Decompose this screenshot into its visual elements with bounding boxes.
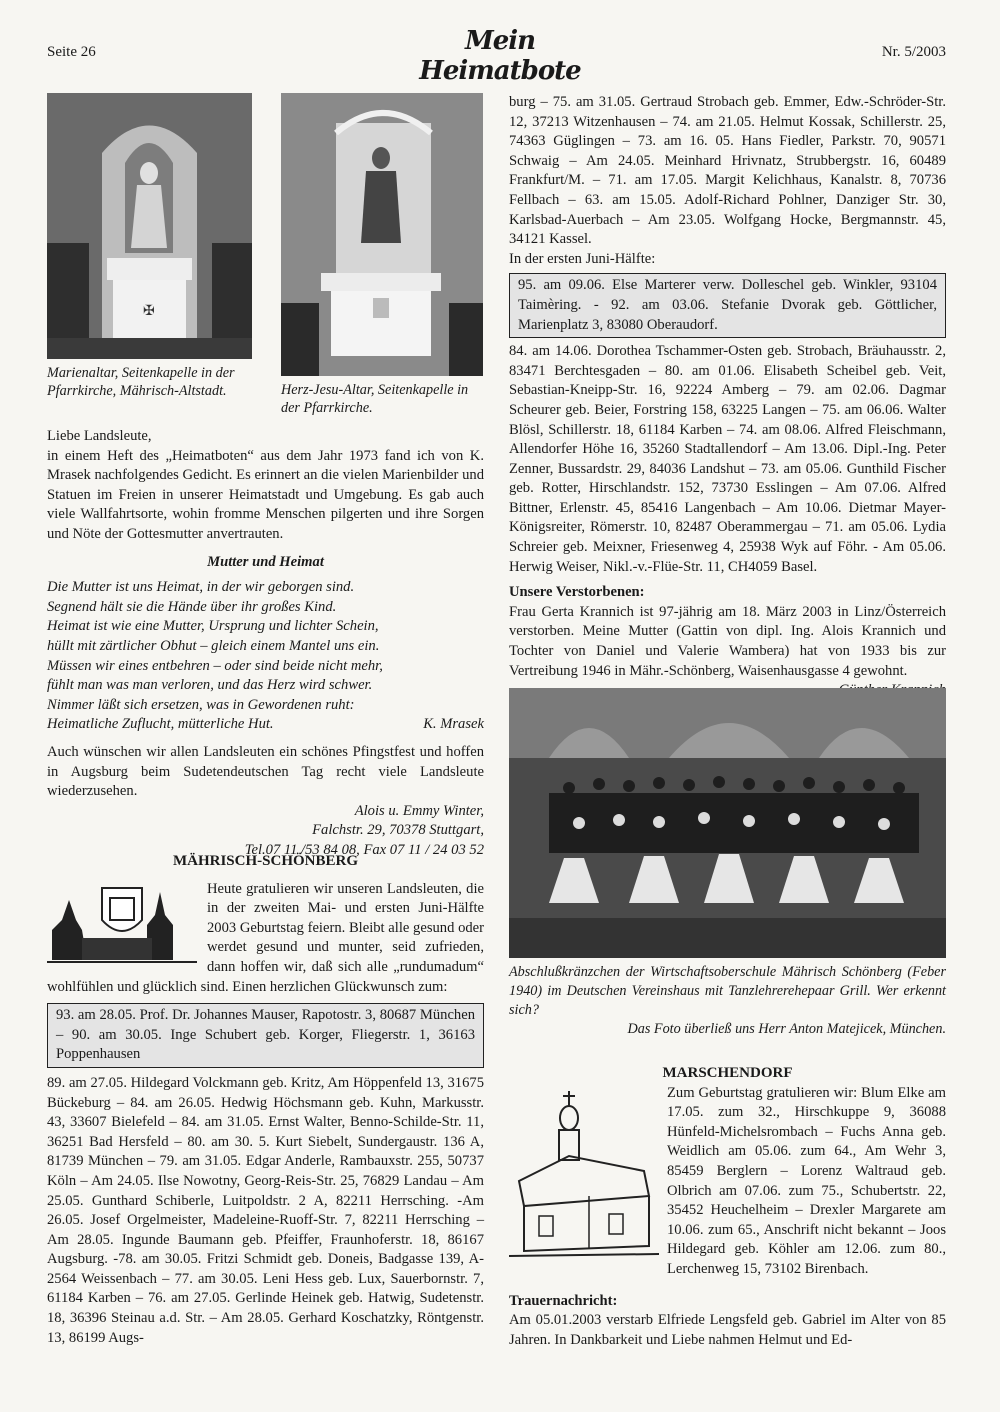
marienaltar-photo [47,93,252,359]
herz-jesu-illustration [281,93,483,376]
poem-line: Die Mutter ist uns Heimat, in der wir geborgen sind. [47,579,355,596]
svg-text:✠: ✠ [143,303,155,319]
mourning-heading: Trauernachricht: [509,1292,618,1309]
marschendorf-section [509,1064,946,1350]
herz-jesu-photo [281,93,483,376]
deceased-text: Frau Gerta Krannich ist 97-jährig am 18. März 2003 in Linz/Österreich verstorben. Meine Mutter (Gattin von dipl. Ing. Alois Krannich und Tochter von Daniel und Valerie Wambera) hat von 1933 bis zur Vertreibung 1946 in Mähr.-Schönberg, Waisenhausgasse 4 gewohnt. [509,603,946,679]
marschendorf-heading: MARSCHENDORF [662,1065,793,1081]
issue-number: Nr. 5/2003 [881,44,946,60]
ms-birthday-list-a: 89. am 27.05. Hildegard Volckmann geb. Kritz, Am Höppenfeld 13, 31675 Bückeburg – 84. am 26.05. Hedwig Höchsmann geb. Kuhn, Markusstr. 43, 33607 Bielefeld – 84. am 31.05. Ernst Walter, Benno-Schilde-Str. 11, 36251 Bad Hersfeld – 80. am 30. 5. Kurt Siebelt, Sundergaustr. 136 A, 81739 München – 79. am 31.05. Edgar Anderle, Rambauxstr. 255, 50737 Köln – Am 24.05. Ilse Nowotny, Georg-Reis-Str. 25, 76829 Landau – Am 25.05. Gunthard Schiberle, Luitpoldstr. 2 A, 82211 Herrsching. -Am 26.05. Josef Orgelmeister, Madeleine-Ruoff-Str. 7, 82211 Herrsching – Am 28.05. Ingunde Baumann geb. Pfeiffer, Fraunhoferstr. 18, 86167 Augsburg. -78. am 30.05. Fritzi Schmidt geb. Doneis, Badgasse 139, A-2564 Weissenbach – 77. am 30.05. Leni Hess geb. Lux, Sauerbornstr. 7, 61184 Karben – 76. am 27.05. Gerlinde Heinek geb. Hatwig, Sudetenstr. 18, 36396 Steinau a.d. Str. – Am 28.05. Gerhard Koschatzky, Röntgenstr. 13, 86199 Augs- [47,1074,484,1346]
poem-author: K. Mrasek [423,716,484,733]
poem-line: Heimat ist wie eine Mutter, Ursprung und lichter Schein, [47,618,379,635]
marienaltar-caption: Marienaltar, Seitenkapelle in der Pfarrkirche, Mährisch-Altstadt. [47,365,235,399]
intro-text: in einem Heft des „Heimatboten“ aus dem Jahr 1973 fand ich von K. Mrasek nachfolgendes Gedicht. Es erinnert an die vielen Marienbilder und Statuen im Freien in unserer Heimatstadt und Umgebung. Es gab auch viele Wallfahrtsorte, wohin fromme Menschen pilgerten und ihre Sorgen und Nöte der Gottesmutter anvertrauten. [47,447,484,542]
marschendorf-text: Zum Geburtstag gratulieren wir: Blum Elke am 17.05. zum 32., Hirschkuppe 9, 36088 Hünfeld-Michelsrombach – Fuchs Anna geb. Weidlich am 05.06. zum 64., Am Wehr 3, 85459 Berglern – Lorenz Waltraud geb. Olbrich am 07.06. zum 75., Schubertstr. 22, 35452 Heuchelheim – Drexler Margarete am 10.06. zum 65., Anschrift nicht bekannt – Joos Hildegard geb. Köhler am 12.06. zum 80., Lerchenweg 15, 73102 Birenbach. [667,1084,946,1277]
poem-line: fühlt man was man verloren, und das Herz wird schwer. [47,677,373,694]
ms-birthday-list-c: 84. am 14.06. Dorothea Tschammer-Osten geb. Strobach, Bräuhausstr. 2, 83471 Berchtesgaden – 80. am 01.06. Elisabeth Scheibel geb. Veit, Sebastian-Kneipp-Str. 16, 92224 Amberg – 79. am 02.06. Dagmar Scheurer geb. Beier, Forstring 158, 63225 Langen – 75. am 06.06. Walter Blösl, Schillerstr. 18, 61184 Karben – 74. am 08.06. Alfred Fleischmann, Allendorfer Höhe 16, 35260 Stadtallendorf – Am 13.06. Dipl.-Ing. Peter Zenner, Bussardstr. 29, 84036 Landshut – 73. am 05.06. Gunthild Fischer geb. Rotter, Hirschlandstr. 152, 73730 Esslingen – Am 07.06. Alfred Bittner, Erlenstr. 45, 85416 Langenbach – Am 10.06. Dietmar Mayer-Königsreiter, Römerstr. 10, 82487 Oberammergau – 71. am 05.06. Lydia Schreier geb. Meixner, Friesenweg 4, 25938 Wyk auf Föhr. - Am 05.06. Herwig Weiser, Nikl.-v.-Flüe-Str. 11, CH4059 Basel. [509,343,946,575]
june-intro: In der ersten Juni-Hälfte: [509,250,656,267]
group-photo-illustration [509,688,946,958]
deceased-heading: Unsere Verstorbenen: [509,584,645,601]
poem-line: hüllt mit zärtlicher Obhut – gleich einem Mantel uns ein. [47,637,380,654]
wishes-signature-name: Alois u. Emmy Winter, [354,802,484,819]
wishes-signature-phone: Tel.07 11 /53 84 08, Fax 07 11 / 24 03 52 [244,841,484,858]
group-photo [509,688,946,958]
ms-intro-text: Heute gratulieren wir unseren Landsleuten, die in der zweiten Mai- und ersten Juni-Hälfte 2003 Geburtstag feiern. Bleibt alle gesund oder werdet gesund und munter, seid zufrieden, dann hoffen wir, daß sich alle „rundumadum“ wohlfühlen und glücklich sind. Einen herzlichen Glückwunsch zum: [47,880,484,995]
wishes-text: Auch wünschen wir allen Landsleuten ein schönes Pfingstfest und hoffen in Augsburg beim Sudetendeutschen Tag recht viele Landsleute wiederzusehen. [47,743,484,800]
poem-line: Nimmer läßt sich ersetzen, was in Gewordenen ruht: [47,696,355,713]
poem-body [47,578,484,735]
ms-intro-block [47,880,484,998]
ms-birthday-list-b: burg – 75. am 31.05. Gertraud Strobach geb. Emmer, Edw.-Schröder-Str. 12, 37213 Witzenhausen – 74. am 21.05. Helmut Kossak, Schillerstr. 25, 74363 Güglingen – 73. am 16. 05. Hans Fiedler, Parkstr. 70, 90571 Schwaig – Am 24.05. Meinhard Hrivnatz, Strubbergstr. 16, 60489 Frankfurt/M. – 71. am 17.05. Margit Kelichhaus, Kanalstr. 8, 70736 Fellbach – 63. am 15.05. Adolf-Richard Pohlner, Danziger Str. 30, Karlsbad-Auerbach – Am 23.05. Wolfgang Hocke, Bergmannstr. 45, 34121 Kassel. [509,94,946,248]
group-caption-text: Abschlußkränzchen der Wirtschaftsoberschule Mährisch Schönberg (Feber 1940) im Deutschen Vereinshaus mit Tanzlehrerehepaar Grill. Wer erkennt sich? [509,964,946,1018]
chapel-illustration [509,1086,659,1266]
page-number: Seite 26 [47,44,96,60]
ms-heading: MÄHRISCH-SCHÖNBERG [172,853,359,869]
mourning-text: Am 05.01.2003 verstarb Elfriede Lengsfeld geb. Gabriel im Alter von 85 Jahren. In Dankbarkeit und Liebe nahmen Helmut und Ed- [509,1312,946,1348]
poem-line: Müssen wir eines entbehren – oder sind beide nicht mehr, [47,657,383,674]
herz-jesu-caption: Herz-Jesu-Altar, Seitenkapelle in der Pfarrkirche. [281,382,469,416]
ms-section [47,852,484,1348]
marienaltar-illustration [47,93,252,359]
poem-title: Mutter und Heimat [207,553,324,570]
masthead-title: Mein Heimatbote [419,26,581,86]
town-coat-of-arms-illustration [47,880,197,966]
poem-line: Segnend hält sie die Hände über ihr großes Kind. [47,598,337,615]
group-photo-caption [509,963,946,1039]
ms-highlight-box: 93. am 28.05. Prof. Dr. Johannes Mauser, Rapotostr. 3, 80687 München – 90. am 30.05. Inge Schubert geb. Korger, Fliegerstr. 1, 36163 Poppenhausen [47,1003,484,1068]
wishes-signature-address: Falchstr. 29, 70378 Stuttgart, [312,822,484,839]
june-highlight-box: 95. am 09.06. Else Marterer verw. Dolleschel geb. Winkler, 93104 Taimèring. - 92. am 03.06. Stefanie Dvorak geb. Göttlicher, Marienplatz 3, 83080 Oberaudorf. [509,273,946,338]
intro-section [47,427,484,860]
poem-last-line: Heimatliche Zuflucht, mütterliche Hut. [47,716,274,733]
right-column [509,93,946,701]
poem-last-line-row [47,715,484,735]
group-caption-credit: Das Foto überließ uns Herr Anton Matejicek, München. [627,1021,946,1037]
greeting: Liebe Landsleute, [47,428,152,444]
